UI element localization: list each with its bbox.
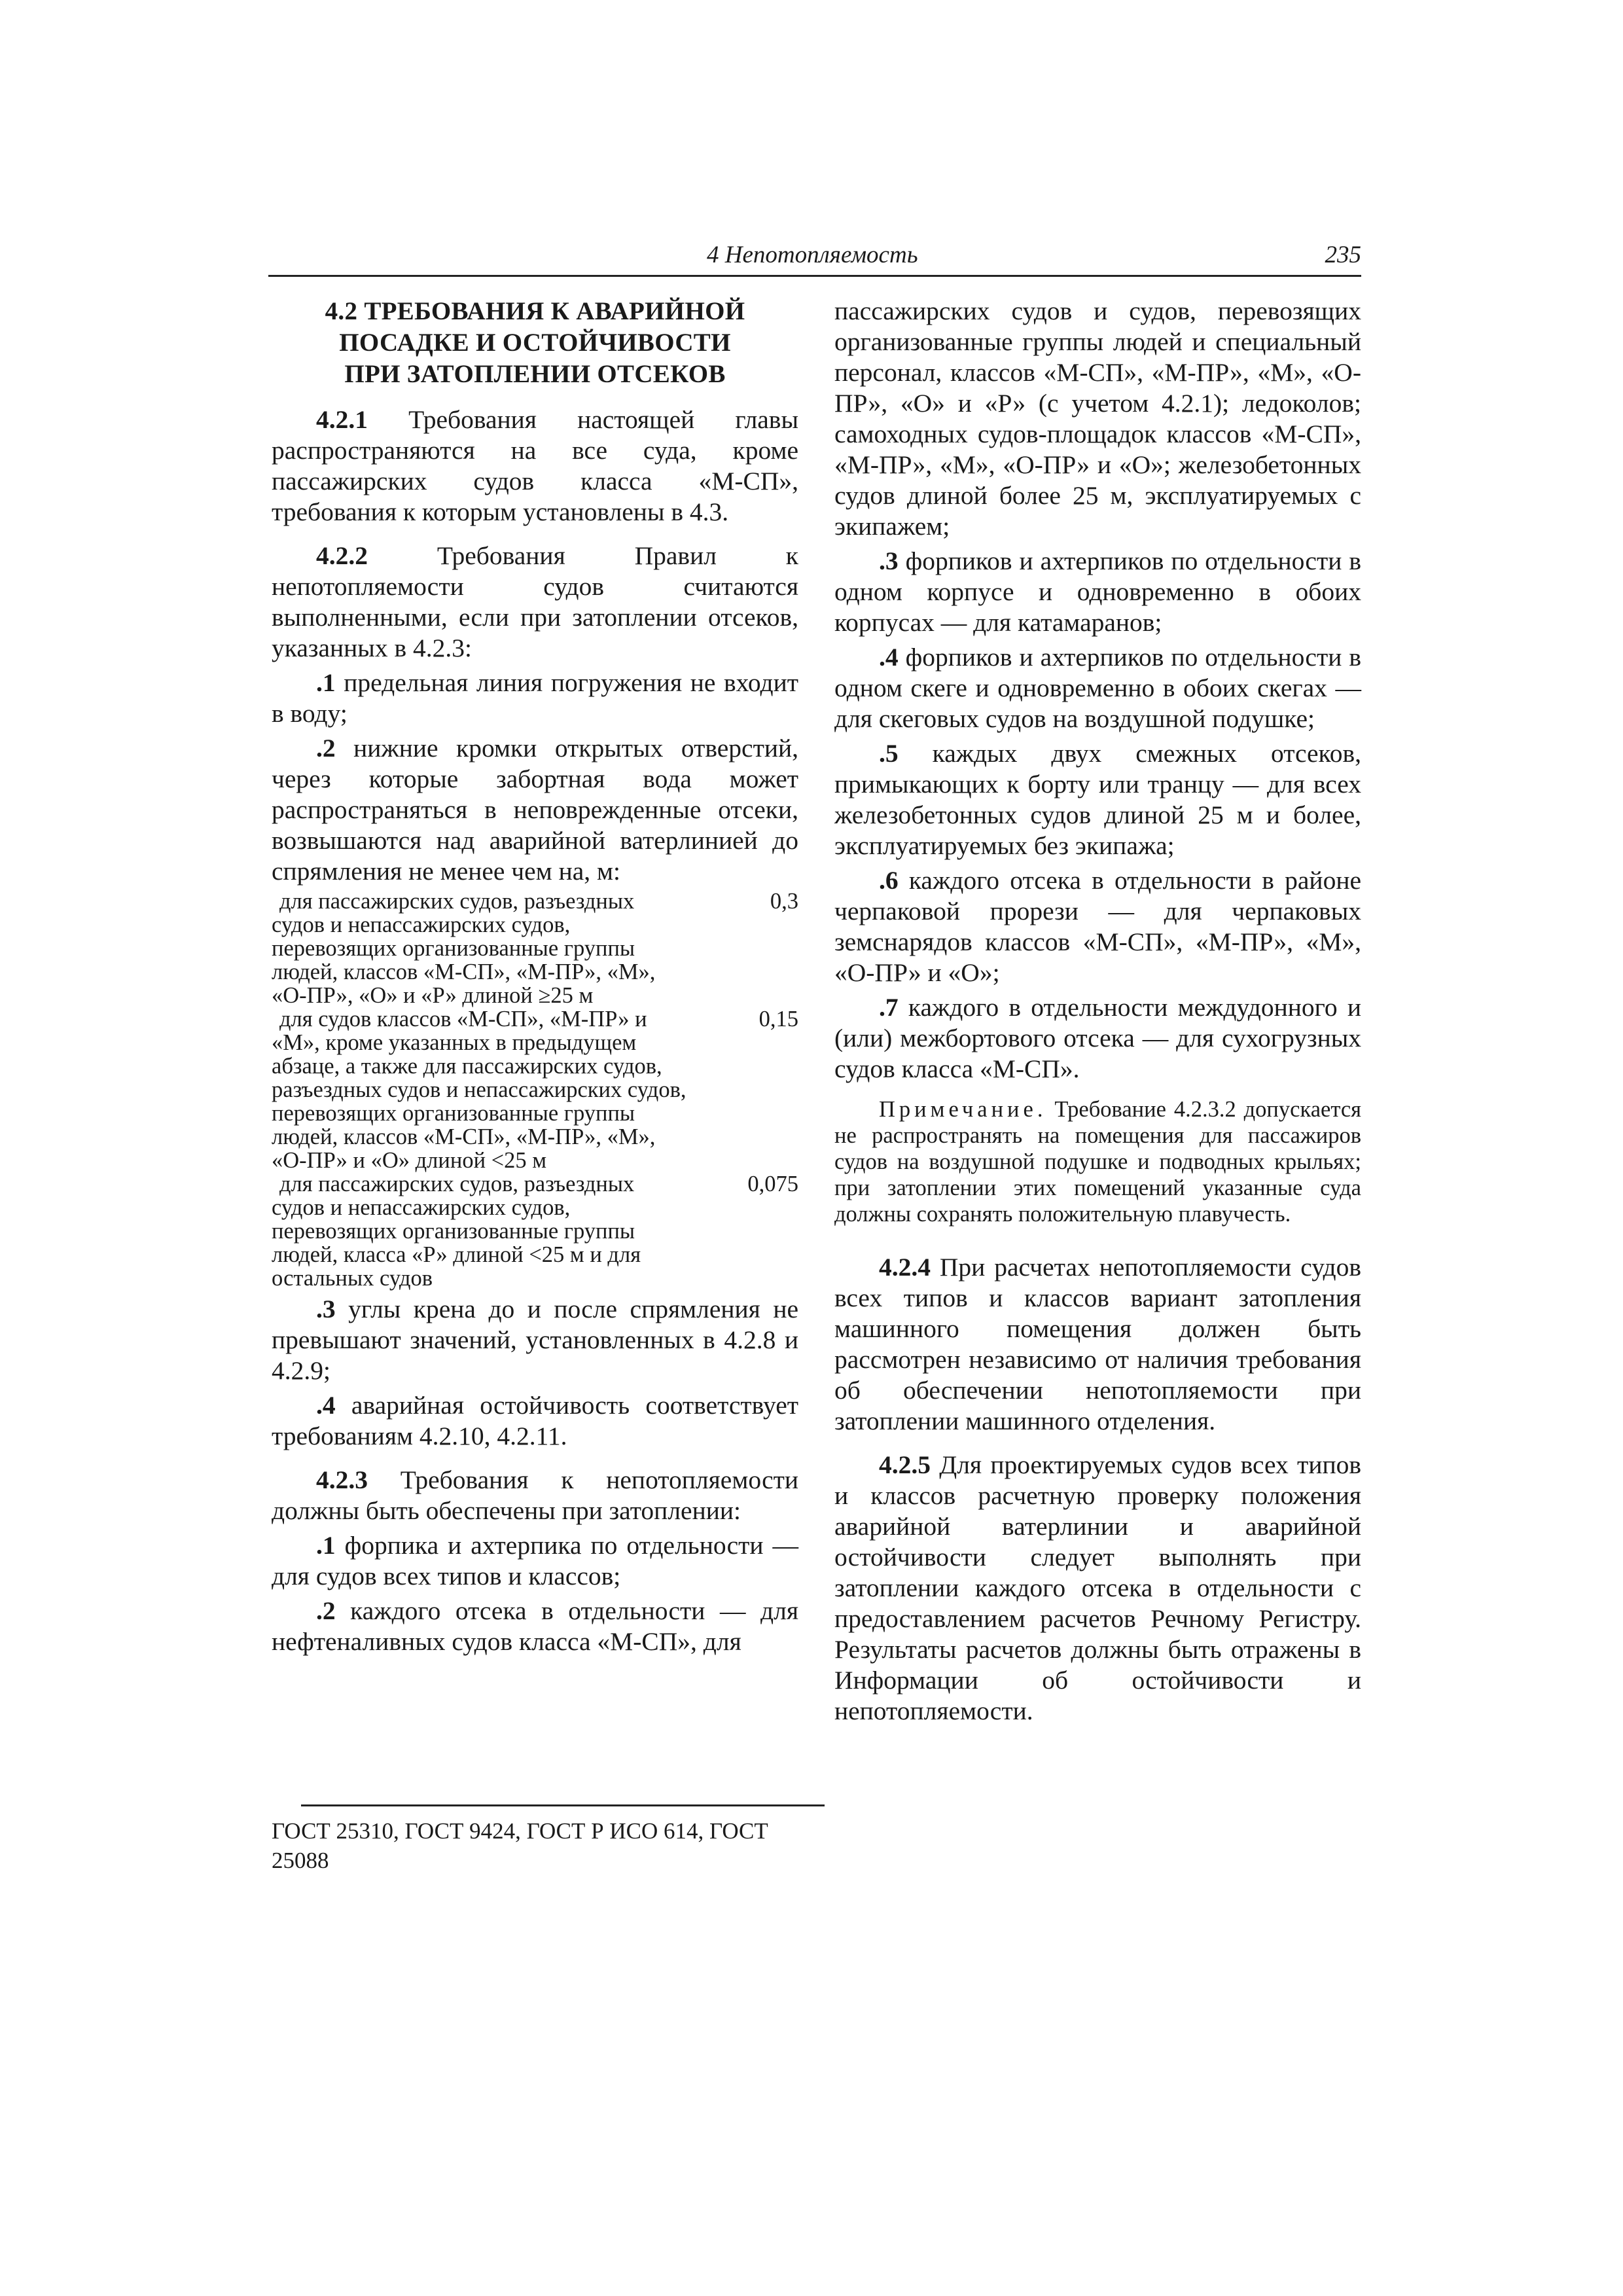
clause-text: Для проектируемых судов всех типов и классов расчетную проверку положения аварийной ватерлинии и аварийной остойчивости следует выполнять при затоплении каждого отсека в отдельности с предоставлением расчетов Речному Регистру. Результаты расчетов должны быть отражены в Информации об остойчивости и непотопляемости. [834,1450,1361,1725]
flood-item-2 [272,1596,798,1657]
note [834,1096,1361,1227]
section-heading-line-1: 4.2 ТРЕБОВАНИЯ К АВАРИЙНОЙ [325,297,745,325]
page-number: 235 [1325,242,1361,268]
clause-number: 4.2.4 [879,1253,931,1282]
item-1 [272,668,798,729]
flood-item-6 [834,865,1361,988]
right-column [834,296,1361,1727]
flood-item-4 [834,642,1361,734]
clause-number: 4.2.2 [316,541,368,570]
table-row-description: для судов классов «М-СП», «М-ПР» и «М», кроме указанных в предыдущем абзаце, а также для пассажирских судов, разъездных судов и непассажирских судов, перевозящих организованные группы людей, классов «М-СП», «М-ПР», «М», «О-ПР» и «О» длиной <25 м [272,1007,687,1173]
flood-item-2-continuation: пассажирских судов и судов, перевозящих организованные группы людей и специальный персонал, классов «М-СП», «М-ПР», «М», «О-ПР», «О» и «Р» (с учетом 4.2.1); ледоколов; самоходных судов-площадок классов «М-СП», «М-ПР», «М», «О-ПР» и «О»; железобетонных судов длиной более 25 м, эксплуатируемых с экипажем; [834,296,1361,541]
item-text: каждых двух смежных отсеков, примыкающих к борту или транцу — для всех железобетонных судов длиной 25 м и более, эксплуатируемых без экипажа; [834,739,1361,860]
item-number: .5 [879,739,899,768]
item-number: .2 [316,734,336,762]
table-row-description: для пассажирских судов, разъездных судов и непассажирских судов, перевозящих организованные группы людей, класса «Р» длиной <25 м и для остальных судов [272,1172,641,1291]
section-heading-line-2: ПОСАДКЕ И ОСТОЙЧИВОСТИ [339,329,731,357]
note-text: Требование 4.2.3.2 допускается не распространять на помещения для пассажиров судов на воздушной подушке и подводных крыльях; при затоплении этих помещений указанные суда должны сохранять положительную плавучесть. [834,1097,1361,1227]
item-text: каждого отсека в отдельности в районе черпаковой прорези — для черпаковых земснарядов классов «М-СП», «М-ПР», «М», «О-ПР» и «О»; [834,866,1361,987]
item-text: форпика и ахтерпика по отдельности — для судов всех типов и классов; [272,1531,798,1590]
item-number: .4 [316,1391,336,1420]
flood-item-5 [834,738,1361,861]
section-heading-line-3: ПРИ ЗАТОПЛЕНИИ ОТСЕКОВ [344,360,726,388]
clause-number: 4.2.5 [879,1450,931,1479]
item-number: .1 [316,1531,336,1560]
table-row [272,1172,798,1290]
item-4 [272,1390,798,1452]
item-number: .2 [316,1596,336,1625]
freeboard-table [272,889,798,1290]
item-text: каждого в отдельности междудонного и (или) межбортового отсека — для сухогрузных судов класса «М-СП». [834,993,1361,1083]
clause-text: При расчетах непотопляемости судов всех типов и классов вариант затопления машинного помещения должен быть рассмотрен независимо от наличия требования об обеспечении непотопляемости при затоплении машинного отделения. [834,1253,1361,1435]
item-number: .6 [879,866,899,895]
clause-number: 4.2.3 [316,1465,368,1494]
paragraph-4-2-4 [834,1252,1361,1437]
table-row-value: 0,075 [747,1172,798,1196]
flood-item-7 [834,992,1361,1085]
item-number: .7 [879,993,899,1022]
item-text: аварийная остойчивость соответствует требованиям 4.2.10, 4.2.11. [272,1391,798,1450]
clause-text: Требования к непотопляемости должны быть обеспечены при затоплении: [272,1465,798,1525]
note-label: Примечание. [879,1097,1047,1122]
left-column [272,296,798,1657]
item-text: нижние кромки открытых отверстий, через которые забортная вода может распространяться в неповрежденные отсеки, возвышаются над аварийной ватерлинией до спрямления не менее чем на, м: [272,734,798,886]
table-row [272,889,798,1007]
item-3 [272,1294,798,1386]
table-row [272,1007,798,1172]
item-number: .3 [879,547,899,575]
paragraph-4-2-5 [834,1450,1361,1727]
table-row-description: для пассажирских судов, разъездных судов и непассажирских судов, перевозящих организованные группы людей, классов «М-СП», «М-ПР», «М», «О-ПР», «О» и «Р» длиной ≥25 м [272,889,656,1008]
table-row-value: 0,3 [770,889,798,914]
section-heading [272,296,798,390]
clause-number: 4.2.1 [316,405,368,434]
flood-item-3 [834,546,1361,638]
item-text: форпиков и ахтерпиков по отдельности в одном скеге и одновременно в обоих скегах — для скеговых судов на воздушной подушке; [834,643,1361,733]
item-2 [272,733,798,887]
paragraph-4-2-1 [272,404,798,528]
table-row-value: 0,15 [758,1007,798,1031]
footnote: ГОСТ 25310, ГОСТ 9424, ГОСТ Р ИСО 614, ГОСТ 25088 [272,1818,768,1873]
paragraph-4-2-3 [272,1465,798,1526]
item-number: .4 [879,643,899,672]
clause-text: Требования настоящей главы распространяются на все суда, кроме пассажирских судов класса «М-СП», требования к которым установлены в 4.3. [272,405,798,526]
chapter-title: 4 Непотопляемость [707,242,918,268]
item-number: .3 [316,1295,336,1323]
flood-item-1 [272,1530,798,1592]
footnote-divider [301,1804,825,1806]
paragraph-4-2-2 [272,541,798,664]
running-header [268,241,1361,277]
item-text: углы крена до и после спрямления не превышают значений, установленных в 4.2.8 и 4.2.9; [272,1295,798,1385]
clause-text: Требования Правил к непотопляемости судов считаются выполненными, если при затоплении отсеков, указанных в 4.2.3: [272,541,798,662]
item-text: предельная линия погружения не входит в воду; [272,668,798,728]
item-text: форпиков и ахтерпиков по отдельности в одном корпусе и одновременно в обоих корпусах — для катамаранов; [834,547,1361,637]
item-number: .1 [316,668,336,697]
item-text: каждого отсека в отдельности — для нефтеналивных судов класса «М-СП», для [272,1596,798,1656]
